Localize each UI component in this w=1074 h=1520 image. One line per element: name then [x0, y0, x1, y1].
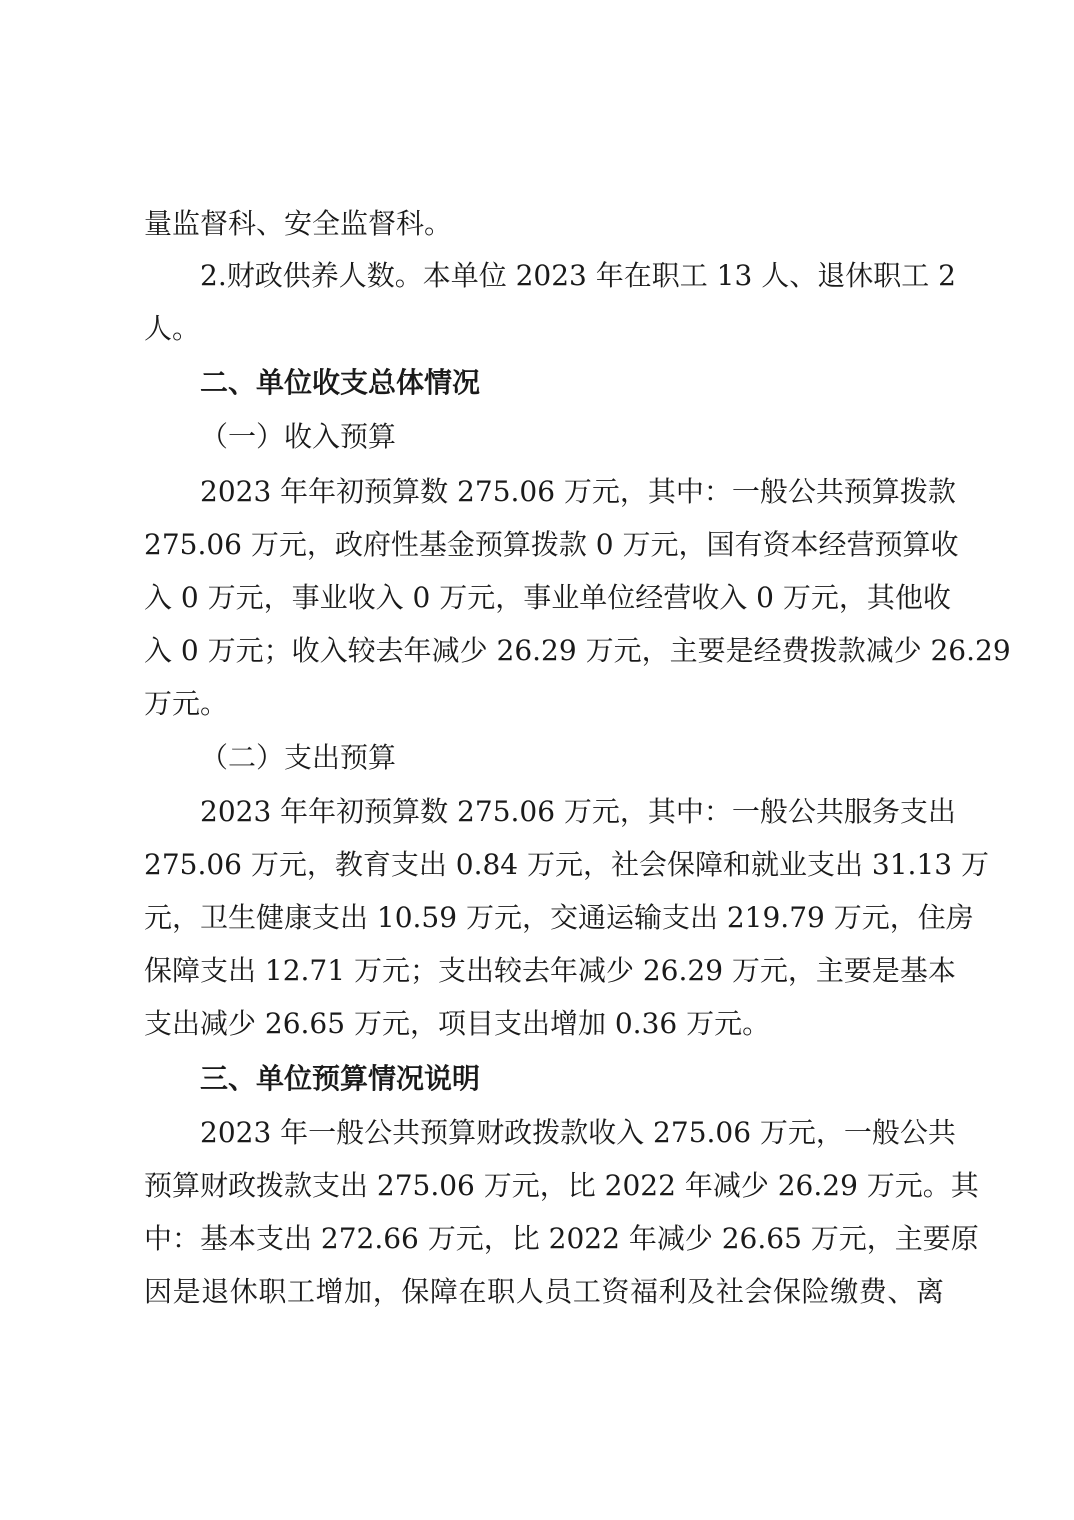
- section-heading-2: 二、单位收支总体情况: [200, 366, 481, 399]
- section-heading-3: 三、单位预算情况说明: [200, 1062, 481, 1095]
- text-line: 2.财政供养人数。本单位 2023 年在职工 13 人、退休职工 2: [200, 259, 956, 292]
- text-line: 万元。: [144, 687, 229, 720]
- subsection-heading-income: （一）收入预算: [200, 420, 397, 453]
- text-line: 人。: [144, 312, 201, 345]
- subsection-heading-expenditure: （二）支出预算: [200, 741, 397, 774]
- text-line: 保障支出 12.71 万元；支出较去年减少 26.29 万元，主要是基本: [144, 954, 956, 987]
- text-line: 预算财政拨款支出 275.06 万元，比 2022 年减少 26.29 万元。其: [144, 1169, 979, 1202]
- text-line: 2023 年年初预算数 275.06 万元，其中：一般公共服务支出: [200, 795, 956, 828]
- text-line: 2023 年一般公共预算财政拨款收入 275.06 万元，一般公共: [200, 1116, 956, 1149]
- text-line: 量监督科、安全监督科。: [144, 207, 453, 240]
- text-line: 元，卫生健康支出 10.59 万元，交通运输支出 219.79 万元，住房: [144, 901, 974, 934]
- text-line: 275.06 万元，政府性基金预算拨款 0 万元，国有资本经营预算收: [144, 528, 959, 561]
- text-line: 因是退休职工增加，保障在职人员工资福利及社会保险缴费、离: [144, 1275, 944, 1308]
- text-line: 275.06 万元，教育支出 0.84 万元，社会保障和就业支出 31.13 万: [144, 848, 989, 881]
- text-line: 中：基本支出 272.66 万元，比 2022 年减少 26.65 万元，主要原: [144, 1222, 979, 1255]
- text-line: 2023 年年初预算数 275.06 万元，其中：一般公共预算拨款: [200, 475, 956, 508]
- text-line: 入 0 万元，事业收入 0 万元，事业单位经营收入 0 万元，其他收: [144, 581, 951, 614]
- text-line: 入 0 万元；收入较去年减少 26.29 万元，主要是经费拨款减少 26.29: [144, 634, 1011, 667]
- text-line: 支出减少 26.65 万元，项目支出增加 0.36 万元。: [144, 1007, 771, 1040]
